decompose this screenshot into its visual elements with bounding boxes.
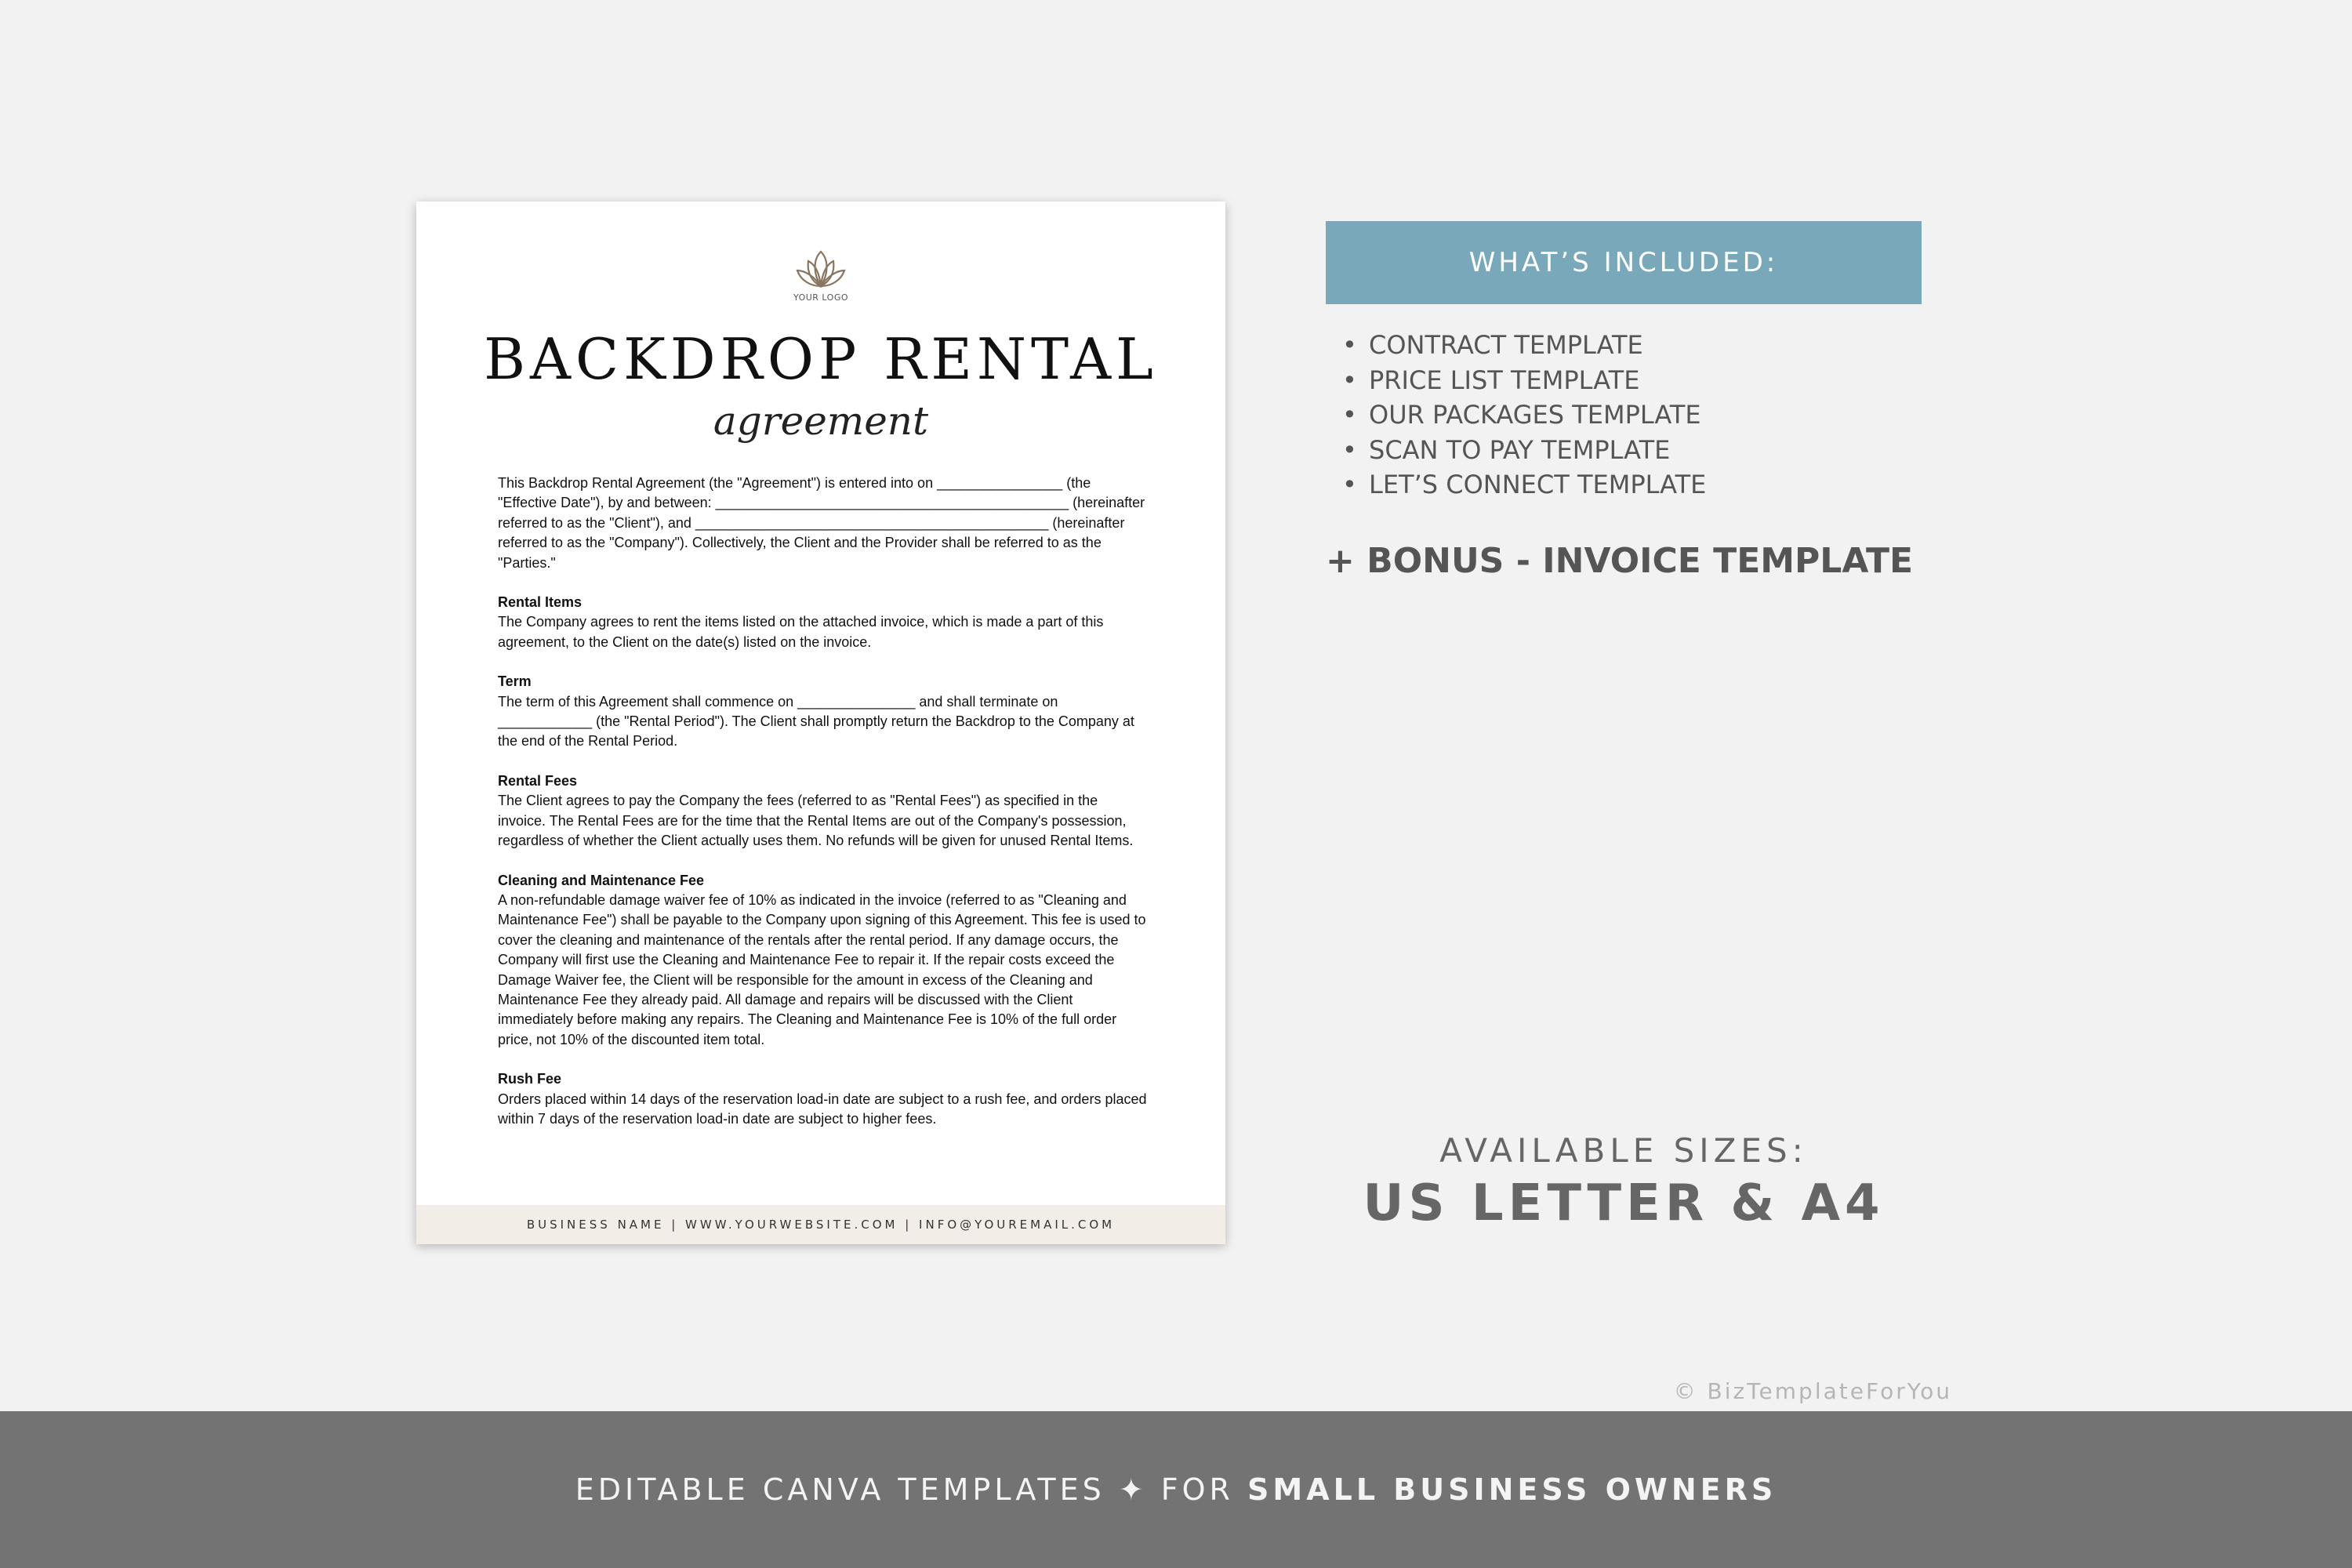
document-footer: BUSINESS NAME | WWW.YOURWEBSITE.COM | INFO@YOUREMAIL.COM [416, 1205, 1225, 1244]
list-item [1342, 328, 1706, 363]
section-term [498, 672, 1149, 752]
bullet-icon: • [1342, 365, 1357, 395]
list-item [1342, 467, 1706, 503]
section-text: A non-refundable damage waiver fee of 10% as indicated in the invoice (referred to as "Cleaning and Maintenance Fee") shall be payable to the Company upon signing of this Agreement. This fee is used to cover the cleaning and maintenance of the rentals after the rental period. If any damage occurs, the Company will first use the Cleaning and Maintenance Fee to repair it. If the repair costs exceed the Damage Waiver fee, the Client will be responsible for the amount in excess of the Cleaning and Maintenance Fee they already paid. All damage and repairs will be discussed with the Client immediately before making any repairs. The Cleaning and Maintenance Fee is 10% of the full order price, not 10% of the discounted item total. [498, 891, 1146, 1047]
list-item-label: LET’S CONNECT TEMPLATE [1369, 470, 1707, 499]
lotus-icon [793, 247, 849, 291]
list-item-label: PRICE LIST TEMPLATE [1369, 365, 1640, 395]
section-text: The term of this Agreement shall commence on _______________ and shall terminate on ____________ (the "Rental Period"). The Client shall promptly return the Backdrop to the Company at the end of the Rental Period. [498, 693, 1134, 750]
document-title: BACKDROP RENTAL [484, 326, 1158, 392]
section-title: Rental Items [498, 594, 583, 611]
bullet-icon: • [1342, 470, 1357, 499]
document-subtitle: agreement [713, 398, 929, 444]
banner-text: EDITABLE CANVA TEMPLATES ✦ FOR [575, 1472, 1248, 1507]
document-body [498, 474, 1149, 1149]
logo [789, 247, 852, 303]
section-title: Cleaning and Maintenance Fee [498, 872, 705, 888]
section-text: Orders placed within 14 days of the reservation load-in date are subject to a rush fee, and orders placed within 7 days of the reservation load-in date are subject to higher fees. [498, 1091, 1147, 1127]
list-item [1342, 433, 1706, 468]
section-cleaning-fee [498, 871, 1149, 1051]
logo-text: YOUR LOGO [793, 292, 849, 303]
document-preview [416, 201, 1225, 1244]
list-item-label: SCAN TO PAY TEMPLATE [1369, 434, 1671, 465]
banner-emphasis: SMALL BUSINESS OWNERS [1247, 1472, 1777, 1507]
bonus-text: + BONUS - INVOICE TEMPLATE [1326, 541, 1914, 581]
sizes-label: AVAILABLE SIZES: [1439, 1131, 1808, 1170]
included-list [1342, 328, 1706, 503]
copyright-text: © BizTemplateForYou [1673, 1378, 1952, 1404]
section-rush-fee [498, 1069, 1149, 1129]
intro-paragraph: This Backdrop Rental Agreement (the "Agreement") is entered into on ________________ (the "Effective Date"), by and between: _____________________________________________ (hereinafter referred to as the "Client"), and _____________________________________________ (hereinafter referred to as the "Company"). Collectively, the Client and the Provider shall be referred to as the "Parties." [498, 475, 1145, 571]
section-title: Rush Fee [498, 1071, 562, 1087]
section-text: The Company agrees to rent the items listed on the attached invoice, which is made a part of this agreement, to the Client on the date(s) listed on the invoice. [498, 614, 1104, 650]
section-rental-items [498, 593, 1149, 652]
list-item [1342, 397, 1706, 433]
bullet-icon: • [1342, 434, 1357, 465]
bottom-banner [0, 1411, 2352, 1568]
section-title: Term [498, 673, 532, 690]
section-text: The Client agrees to pay the Company the fees (referred to as "Rental Fees") as specified in the invoice. The Rental Fees are for the time that the Rental Items are out of the Company's possession, regardless of whether the Client actually uses them. No refunds will be given for unused Rental Items. [498, 793, 1134, 849]
list-item [1342, 363, 1706, 398]
included-heading: WHAT’S INCLUDED: [1326, 221, 1922, 304]
section-title: Rental Fees [498, 772, 578, 789]
section-rental-fees [498, 771, 1149, 851]
bullet-icon: • [1342, 400, 1357, 430]
list-item-label: OUR PACKAGES TEMPLATE [1369, 400, 1701, 430]
bullet-icon: • [1342, 330, 1357, 360]
sizes-value: US LETTER & A4 [1363, 1174, 1885, 1232]
list-item-label: CONTRACT TEMPLATE [1369, 330, 1643, 360]
